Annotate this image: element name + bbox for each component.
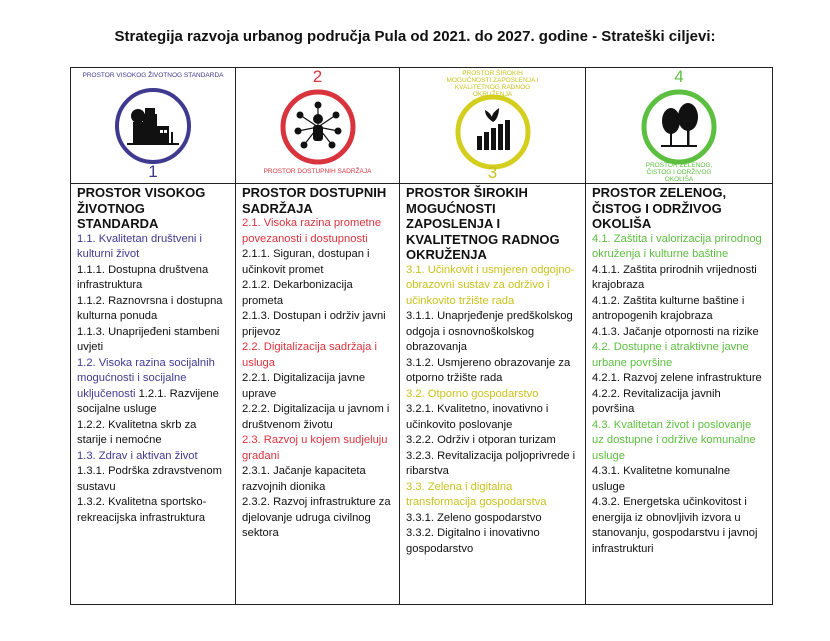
goal-item: 2.1. Visoka razina prometne povezanosti i dostupnosti <box>242 217 382 245</box>
subgoal-item: 3.3.1. Zeleno gospodarstvo <box>406 511 542 524</box>
subgoal-item: 4.3.2. Energetska učinkovitost i energija iz obnovljivih izvora u stanovanju, gospodarstvu i javnoj infrastrukturi <box>592 496 758 555</box>
subgoal-item: 3.1.2. Usmjereno obrazovanje za otporno tržište rada <box>406 356 571 384</box>
subgoal-item: 1.1.2. Raznovrsna i dostupna kulturna ponuda <box>77 294 223 322</box>
goal-1-heading: PROSTOR VISOKOG ŽIVOTNOG STANDARDA <box>77 185 206 231</box>
goal-item: 4.3. Kvalitetan život i poslovanje uz dostupne i održive komunalne usluge <box>592 418 756 462</box>
subgoal-item: 2.1.3. Dostupan i održiv javni prijevoz <box>242 310 386 338</box>
subgoal-item: 3.2.3. Revitalizacija poljoprivrede i ribarstva <box>406 449 576 477</box>
goal-2-heading: PROSTOR DOSTUPNIH SADRŽAJA <box>242 185 387 216</box>
growth-chart-icon <box>453 92 533 172</box>
page-title: Strategija razvoja urbanog područja Pula od 2021. do 2027. godine - Strateški ciljevi: <box>114 28 716 45</box>
subgoal-item: 4.2.1. Razvoj zelene infrastrukture <box>592 372 762 384</box>
goal-3-icon-caption: PROSTOR ŠIROKIH MOGUĆNOSTI ZAPOSLENJA I KVALITETNOG RADNOG OKRUŽENJA <box>446 70 539 98</box>
goal-2-icon-caption: PROSTOR DOSTUPNIH SADRŽAJA <box>263 168 372 175</box>
goal-item: 2.2. Digitalizacija sadržaja i usluga <box>242 341 377 369</box>
goal-1-list <box>77 232 229 527</box>
strategic-goals-table <box>70 67 773 605</box>
goal-3-number: 3 <box>487 163 498 182</box>
goal-2-icon-cell <box>236 68 400 184</box>
subgoal-item: 1.2.2. Kvalitetna skrb za starije i nemoćne <box>77 418 197 446</box>
goal-2-number: 2 <box>312 67 323 86</box>
goal-3-icon-cell <box>400 68 586 184</box>
goal-item: 1.1. Kvalitetan društveni i kulturni život <box>77 232 202 260</box>
goal-4-heading: PROSTOR ZELENOG, ČISTOG I ODRŽIVOG OKOLIŠA <box>592 185 727 231</box>
goal-4-number: 4 <box>674 67 684 86</box>
subgoal-item: 2.3.1. Jačanje kapaciteta razvojnih dionika <box>242 465 366 493</box>
goal-item: 1.3. Zdrav i aktivan život <box>77 449 198 462</box>
goal-4-list <box>592 232 766 558</box>
goal-item: 3.2. Otporno gospodarstvo <box>406 387 539 400</box>
subgoal-item: 2.1.2. Dekarbonizacija prometa <box>242 279 353 307</box>
goal-item: 2.3. Razvoj u kojem sudjeluju građani <box>242 434 388 462</box>
subgoal-item: 1.1.3. Unaprijeđeni stambeni uvjeti <box>77 325 220 353</box>
subgoal-item: 3.1.1. Unaprjeđenje predškolskog odgoja i osnovnoškolskog obrazovanja <box>406 310 573 353</box>
goal-item: 3.3. Zelena i digitalna transformacija gospodarstva <box>406 480 547 508</box>
subgoal-item: 4.1.2. Zaštita kulturne baštine i antropogenih krajobraza <box>592 294 745 322</box>
subgoal-item: 2.2.2. Digitalizacija u javnom i društvenom životu <box>242 403 390 431</box>
goal-2-text-cell <box>236 184 400 605</box>
subgoal-item: 2.2.1. Digitalizacija javne uprave <box>242 372 366 400</box>
people-network-icon <box>278 87 358 167</box>
subgoal-item: 4.1.1. Zaštita prirodnih vrijednosti krajobraza <box>592 263 757 291</box>
goal-item: 1.2. Visoka razina socijalnih mogućnosti i socijalne uključenosti 1.2.1. Razvijene socijalne usluge <box>77 356 219 415</box>
goal-3-list <box>406 263 579 558</box>
goal-item: 3.1. Učinkovit i usmjeren odgojno-obrazovni sustav za održivo i učinkovito tržište rada <box>406 263 575 307</box>
goal-2-list <box>242 216 393 542</box>
goal-3-heading: PROSTOR ŠIROKIH MOGUĆNOSTI ZAPOSLENJA I KVALITETNOG RADNOG OKRUŽENJA <box>406 185 560 262</box>
goal-1-number: 1 <box>148 162 158 181</box>
goal-4-icon-caption: PROSTOR ZELENOG, ČISTOG I ODRŽIVOG OKOLIŠA <box>645 162 713 183</box>
subgoal-item: 2.3.2. Razvoj infrastrukture za djelovanje udruga civilnog sektora <box>242 496 391 539</box>
subgoal-item: 4.1.3. Jačanje otpornosti na rizike <box>592 325 759 338</box>
goal-1-icon-cell <box>71 68 236 184</box>
goal-item: 4.2. Dostupne i atraktivne javne urbane površine <box>592 341 749 369</box>
subgoal-item: 4.2.2. Revitalizacija javnih površina <box>592 387 721 415</box>
goal-1-text-cell <box>71 184 236 605</box>
subgoal-item: 2.1.1. Siguran, dostupan i učinkovit promet <box>242 248 370 276</box>
trees-icon <box>639 87 719 167</box>
subgoal-item: 3.2.2. Održiv i otporan turizam <box>406 434 556 446</box>
subgoal-item: 3.2.1. Kvalitetno, inovativno i učinkovito poslovanje <box>406 403 549 431</box>
subgoal-item: 1.3.2. Kvalitetna sportsko-rekreacijska infrastruktura <box>77 496 207 524</box>
goal-3-text-cell <box>400 184 586 605</box>
goal-4-text-cell <box>586 184 773 605</box>
subgoal-item: 1.3.1. Podrška zdravstvenom sustavu <box>77 465 222 493</box>
subgoal-item: 4.3.1. Kvalitetne komunalne usluge <box>592 465 731 493</box>
subgoal-item: 3.3.2. Digitalno i inovativno gospodarstvo <box>406 527 540 555</box>
goal-item: 4.1. Zaštita i valorizacija prirodnog okruženja i kulturne baštine <box>592 232 762 260</box>
goal-4-icon-cell <box>586 68 773 184</box>
subgoal-item: 1.1.1. Dostupna društvena infrastruktura <box>77 263 209 291</box>
goal-1-icon-caption: PROSTOR VISOKOG ŽIVOTNOG STANDARDA <box>82 72 224 79</box>
city-buildings-icon <box>113 86 193 166</box>
